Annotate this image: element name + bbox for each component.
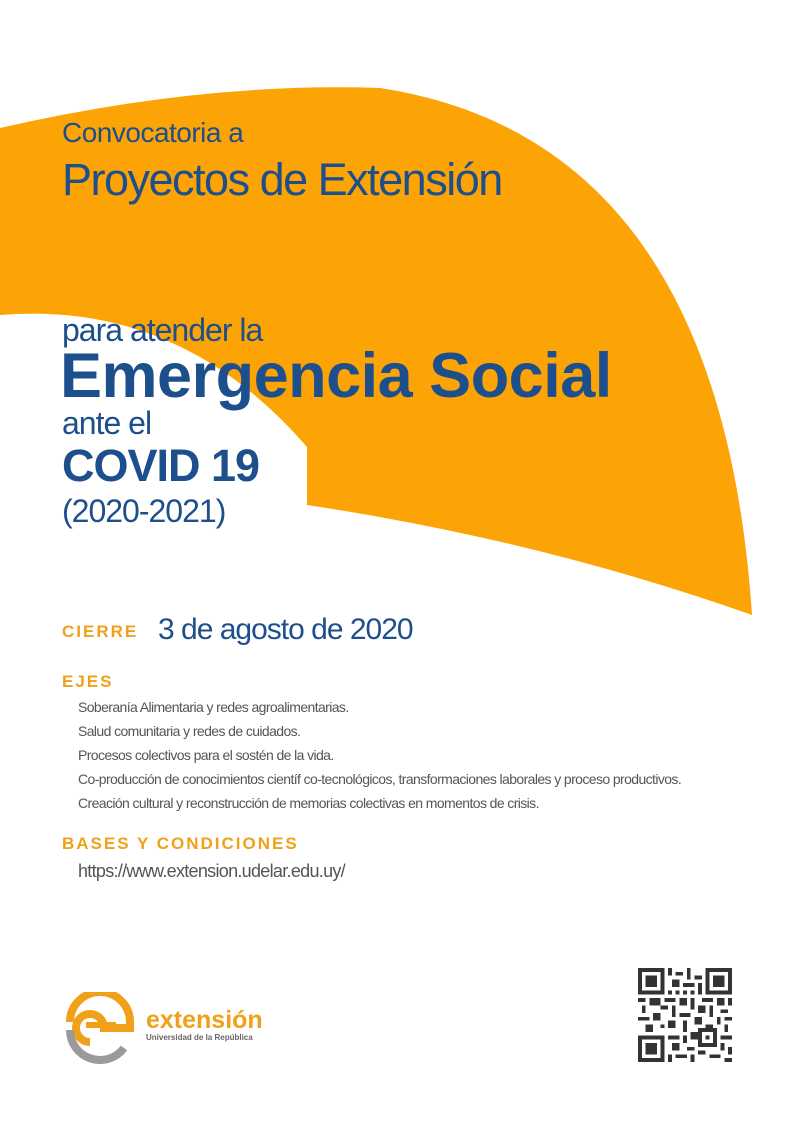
header-line2: Proyectos de Extensión [62,154,502,205]
ejes-item: Salud comunitaria y redes de cuidados. [78,723,301,739]
title-covid: COVID 19 [62,440,260,491]
extension-logo-icon [64,992,136,1064]
qr-code-icon [638,968,732,1062]
cierre-date: 3 de agosto de 2020 [158,613,413,646]
title-ante: ante el [62,405,152,441]
bases-url-link[interactable]: https://www.extension.udelar.edu.uy/ [78,861,345,881]
ejes-item: Creación cultural y reconstrucción de memorias colectivas en momentos de crisis. [78,795,539,811]
extension-logo-text: extensión [146,1006,263,1034]
title-emergencia: Emergencia Social [60,341,612,411]
title-years: (2020-2021) [62,493,226,529]
ejes-item: Soberanía Alimentaria y redes agroalimentarias. [78,699,349,715]
cierre-label: CIERRE [62,622,139,641]
bases-label: BASES Y CONDICIONES [62,834,299,853]
header-line1: Convocatoria a [62,117,244,148]
ejes-list [78,698,681,818]
ejes-label: EJES [62,672,114,691]
ejes-item: Co-producción de conocimientos científ co-tecnológicos, transformaciones laborales y proceso productivos. [78,771,682,787]
title-para: para atender la [62,312,263,348]
extension-logo-subtitle: Universidad de la República [146,1033,253,1042]
ejes-item: Procesos colectivos para el sostén de la vida. [78,747,334,763]
